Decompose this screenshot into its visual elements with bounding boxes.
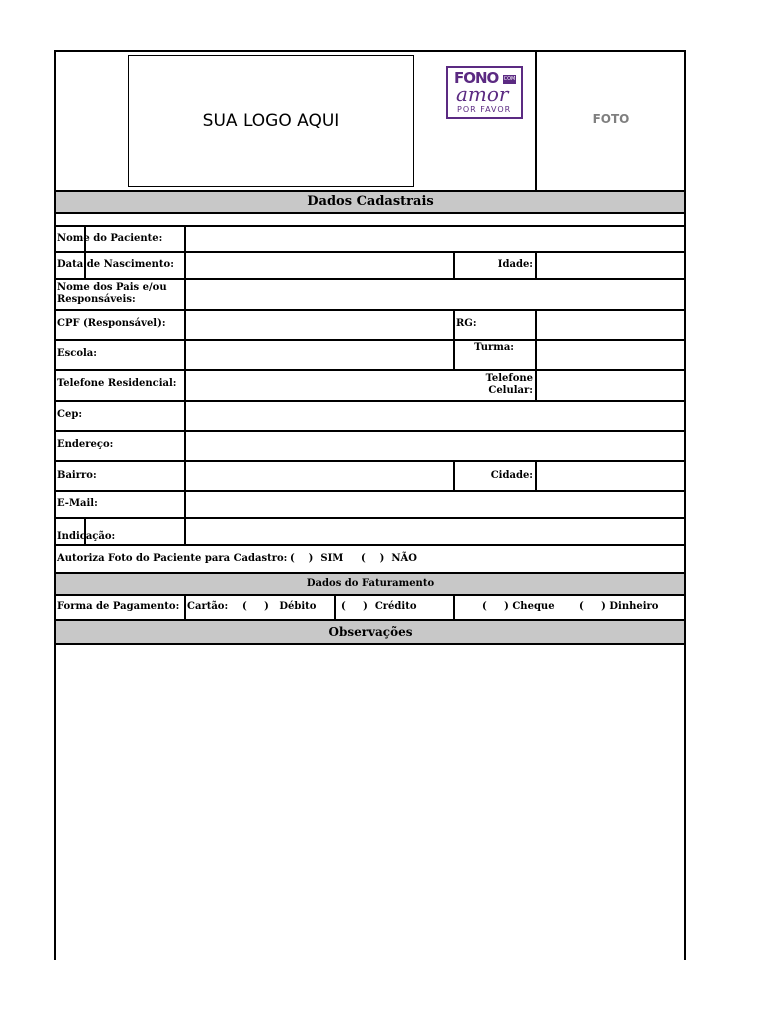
field-city[interactable] [537,462,684,490]
brand-logo-tagline: POR FAVOR [457,105,512,114]
option-credit[interactable]: ( ) Crédito [341,601,417,612]
grid-line-mid [453,309,455,370]
grid-line-debit [334,594,336,621]
option-consent-yes[interactable]: ( ) SIM [290,553,344,564]
field-district[interactable] [186,462,453,490]
field-email[interactable] [186,492,684,517]
field-birth-date[interactable] [186,253,453,278]
grid-line [54,190,686,192]
label-parents-line1: Nome dos Pais e/ou [57,282,167,293]
field-cpf[interactable] [186,311,453,339]
label-parents-line2: Responsáveis: [57,294,136,305]
section-title-personal: Dados Cadastrais [307,194,434,209]
logo-placeholder-text: SUA LOGO AQUI [202,111,340,131]
logo-placeholder [128,55,414,187]
label-email: E-Mail: [57,498,98,509]
field-home-phone[interactable] [186,371,453,400]
label-cell-line2: Celular: [488,385,533,396]
grid-line [54,544,686,546]
label-photo-consent: Autoriza Foto do Paciente para Cadastro: [57,553,288,564]
form-border-right [684,50,686,960]
field-zip[interactable] [186,402,684,430]
field-cell-phone[interactable] [537,371,684,400]
section-title-notes: Observações [328,625,413,639]
form-border-top [54,50,686,52]
label-rg: RG: [456,318,477,329]
grid-line [54,572,686,574]
label-district: Bairro: [57,470,97,481]
label-zip: Cep: [57,409,83,420]
brand-logo-amor: amor [456,82,509,106]
field-school[interactable] [186,341,453,369]
label-school: Escola: [57,348,97,359]
label-home-phone: Telefone Residencial: [57,378,177,389]
field-class[interactable] [537,341,684,369]
label-referral: Indicação: [57,531,116,542]
label-address: Endereço: [57,439,114,450]
grid-line-label-col-payment [184,594,186,621]
field-rg[interactable] [537,311,684,339]
field-address[interactable] [186,432,684,460]
field-parents[interactable] [186,280,684,309]
grid-line [54,619,686,621]
grid-line [54,212,686,214]
label-payment: Forma de Pagamento: [57,601,180,612]
brand-logo-badge: COM [503,76,516,82]
label-city: Cidade: [490,470,533,481]
label-birth-date: Data de Nascimento: [57,259,174,270]
photo-label: FOTO [592,112,630,126]
option-cash[interactable]: ( ) Dinheiro [579,601,659,612]
label-class: Turma: [474,342,514,353]
grid-line-mid [453,594,455,621]
section-title-billing: Dados do Faturamento [306,578,435,589]
option-consent-no[interactable]: ( ) NÃO [361,553,417,564]
label-patient-name: Nome do Paciente: [57,233,163,244]
grid-line [54,594,686,596]
field-age[interactable] [537,253,684,278]
field-referral[interactable] [186,519,684,544]
field-patient-name[interactable] [186,227,684,251]
label-cpf: CPF (Responsável): [57,318,166,329]
field-notes[interactable] [56,645,684,960]
option-debit[interactable]: ( ) Débito [242,601,317,612]
label-card: Cartão: [187,601,229,612]
brand-logo [446,66,523,119]
grid-line-photo [535,50,537,191]
brand-logo-fono: FONO [454,69,499,87]
option-check[interactable]: ( ) Cheque [482,601,555,612]
label-cell-line1: Telefone [485,373,533,384]
label-age: Idade: [497,259,533,270]
